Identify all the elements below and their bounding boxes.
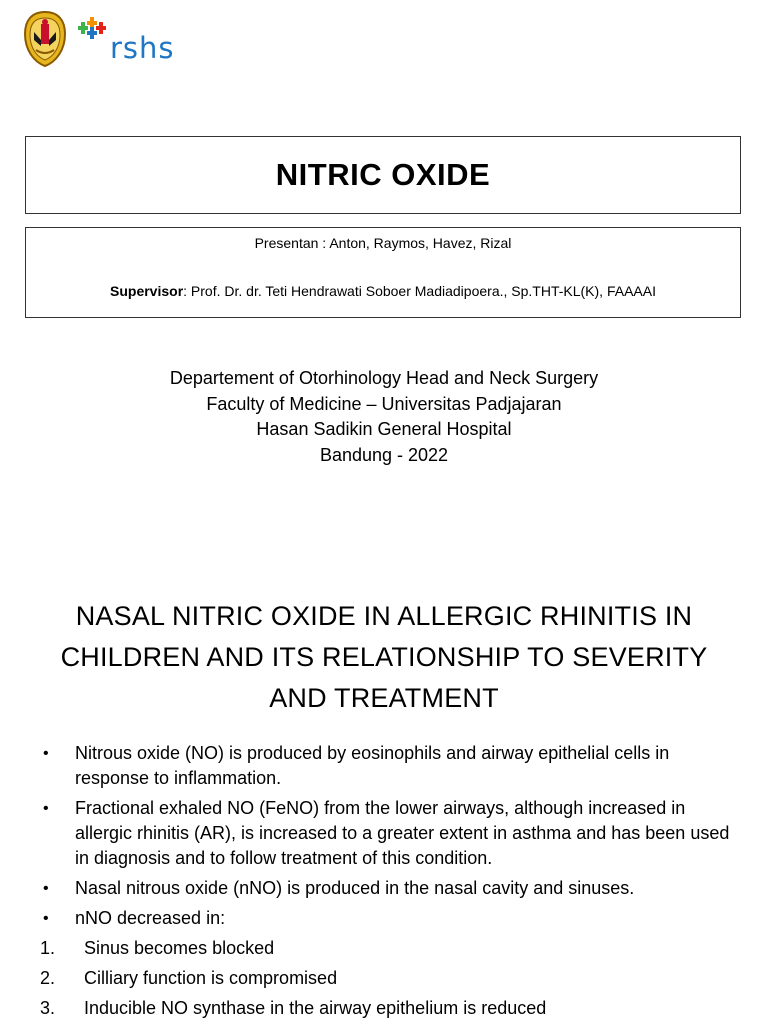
section-heading: NASAL NITRIC OXIDE IN ALLERGIC RHINITIS IN CHILDREN AND ITS RELATIONSHIP TO SEVERITY AND TREATMENT (60, 601, 708, 713)
number-marker: 2. (40, 968, 56, 988)
supervisor-label: Supervisor (110, 283, 184, 299)
logo-bar (22, 10, 184, 70)
numbered-item (40, 996, 738, 1021)
page-title: NITRIC OXIDE (275, 157, 491, 192)
university-seal-icon (22, 10, 68, 68)
supervisor-value: : Prof. Dr. dr. Teti Hendrawati Soboer Madiadipoera., Sp.THT-KL(K), FAAAAI (183, 283, 656, 299)
numbered-text: Cilliary function is compromised (84, 968, 338, 988)
bullet-marker: • (43, 880, 49, 897)
bullet-item (40, 796, 738, 871)
department-block (0, 366, 768, 468)
city-year-line: Bandung - 2022 (319, 444, 449, 465)
bullet-text: nNO decreased in: (75, 908, 226, 928)
bullet-marker: • (43, 745, 49, 762)
bullet-item (40, 741, 738, 791)
hospital-logo (74, 17, 184, 67)
numbered-text: Inducible NO synthase in the airway epithelium is reduced (84, 998, 547, 1018)
bullet-item (40, 876, 738, 901)
numbered-item (40, 936, 738, 961)
bullet-marker: • (43, 800, 49, 817)
plus-cross-icon (74, 17, 114, 47)
bullet-text: Nasal nitrous oxide (nNO) is produced in the nasal cavity and sinuses. (75, 878, 635, 898)
department-line: Departement of Otorhinology Head and Neck Surgery (169, 368, 599, 388)
content-list (40, 741, 738, 1026)
bullet-marker: • (43, 910, 49, 927)
numbered-text: Sinus becomes blocked (84, 938, 275, 958)
hospital-line: Hasan Sadikin General Hospital (256, 419, 512, 439)
bullet-text: Nitrous oxide (NO) is produced by eosinophils and airway epithelial cells in response to inflammation. (75, 743, 670, 788)
presenter-line (26, 235, 740, 251)
bullet-item (40, 906, 738, 931)
bullet-text: Fractional exhaled NO (FeNO) from the lower airways, although increased in allergic rhinitis (AR), is increased to a greater extent in asthma and has been used in diagnosis and to follow treatment of this condition. (75, 798, 730, 868)
presenter-label: Presentan (254, 235, 319, 251)
faculty-line: Faculty of Medicine – Universitas Padjajaran (206, 393, 562, 414)
numbered-item (40, 966, 738, 991)
hospital-logo-text: rshs (110, 31, 175, 65)
number-marker: 3. (40, 998, 56, 1018)
supervisor-line (26, 283, 740, 299)
info-box (25, 227, 741, 318)
number-marker: 1. (40, 938, 56, 958)
presenter-value: : Anton, Raymos, Havez, Rizal (318, 235, 512, 251)
title-box (25, 136, 741, 214)
